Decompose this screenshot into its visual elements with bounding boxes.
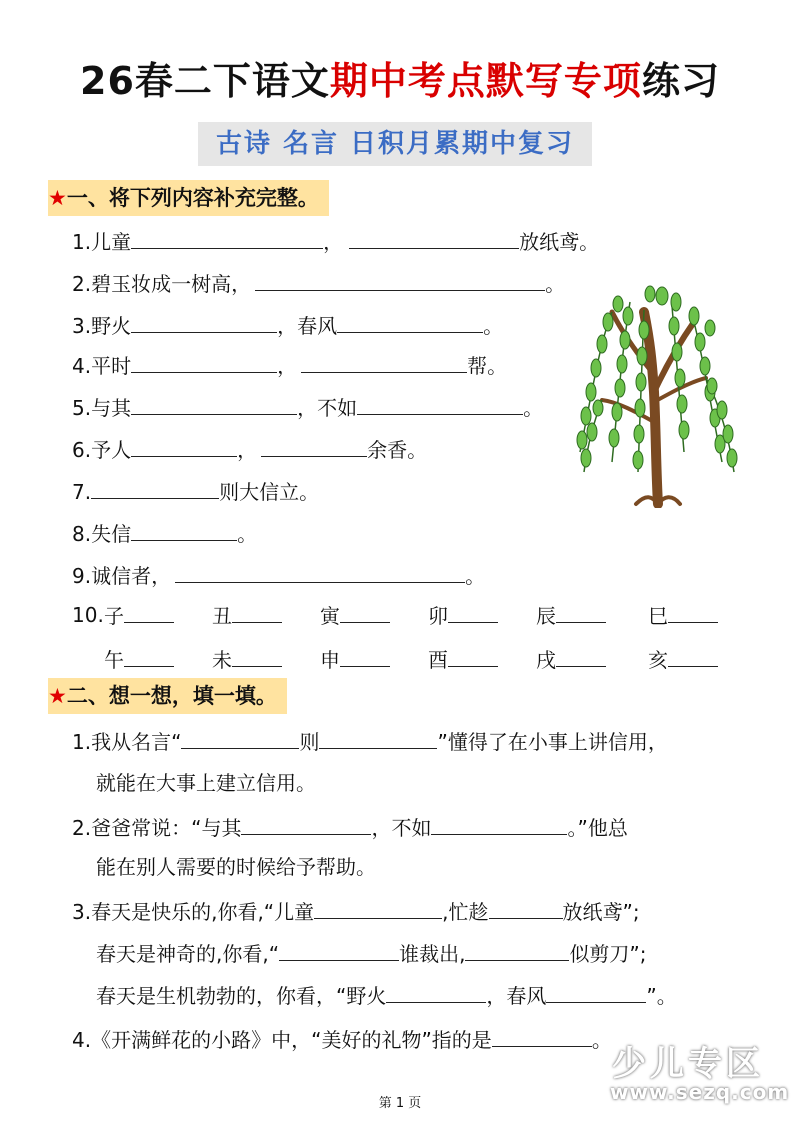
zodiac-char: 申 bbox=[320, 648, 340, 672]
item-1-prefix: 1.儿童 bbox=[72, 230, 132, 254]
item-2-suffix: 。 bbox=[545, 272, 566, 296]
willow-tree-icon bbox=[572, 282, 738, 508]
blank[interactable] bbox=[492, 1024, 592, 1047]
q4-suffix: 。 bbox=[591, 1028, 612, 1052]
question-3-line-1 bbox=[72, 896, 640, 927]
title-part-1: 26春二下语文 bbox=[80, 59, 330, 103]
fill-item-1 bbox=[72, 226, 599, 257]
item-8-prefix: 8.失信 bbox=[72, 522, 132, 546]
item-4-suffix: 帮。 bbox=[467, 354, 508, 378]
blank[interactable] bbox=[131, 350, 277, 373]
q1-suffix: ”懂得了在小事上讲信用， bbox=[437, 730, 668, 754]
zodiac-char: 亥 bbox=[648, 648, 668, 672]
fill-item-8 bbox=[72, 518, 257, 549]
item-3-mid: ，春风 bbox=[277, 314, 338, 338]
fill-item-9 bbox=[72, 560, 485, 591]
blank[interactable] bbox=[314, 896, 442, 919]
item-6-prefix: 6.予人 bbox=[72, 438, 132, 462]
blank[interactable] bbox=[261, 434, 367, 457]
watermark-url: www.sezq.com bbox=[610, 1080, 790, 1104]
q1-mid: 则 bbox=[299, 730, 320, 754]
item-8-suffix: 。 bbox=[237, 522, 258, 546]
item-6-mid: ， bbox=[237, 438, 258, 462]
q4-prefix: 4.《开满鲜花的小路》中，“美好的礼物”指的是 bbox=[72, 1028, 492, 1052]
blank[interactable] bbox=[349, 226, 519, 249]
zodiac-char: 未 bbox=[212, 648, 232, 672]
fill-item-5 bbox=[72, 392, 543, 423]
q3-line2-suffix: 似剪刀”; bbox=[569, 942, 647, 966]
q1-prefix: 1.我从名言“ bbox=[72, 730, 182, 754]
zodiac-char: 辰 bbox=[536, 604, 556, 628]
item-5-suffix: 。 bbox=[523, 396, 544, 420]
blank[interactable] bbox=[124, 644, 174, 667]
question-1-line-1 bbox=[72, 726, 668, 757]
star-icon: ★ bbox=[48, 186, 67, 210]
item-3-suffix: 。 bbox=[483, 314, 504, 338]
blank[interactable] bbox=[340, 600, 390, 623]
blank[interactable] bbox=[448, 600, 498, 623]
item-1-mid: ， bbox=[323, 230, 344, 254]
q2-suffix: 。”他总 bbox=[567, 816, 628, 840]
blank[interactable] bbox=[131, 310, 277, 333]
zodiac-char: 午 bbox=[104, 648, 124, 672]
q3-line1-suffix: 放纸鸢”; bbox=[562, 900, 640, 924]
page-title bbox=[0, 50, 800, 105]
q3-line2-prefix: 春天是神奇的,你看,“ bbox=[96, 942, 280, 966]
blank[interactable] bbox=[465, 938, 569, 961]
blank[interactable] bbox=[131, 392, 297, 415]
blank[interactable] bbox=[124, 600, 174, 623]
item-7-suffix: 则大信立。 bbox=[219, 480, 320, 504]
blank[interactable] bbox=[668, 600, 718, 623]
blank[interactable] bbox=[131, 518, 237, 541]
zodiac-char: 卯 bbox=[428, 604, 448, 628]
question-4 bbox=[72, 1024, 612, 1055]
blank[interactable] bbox=[232, 600, 282, 623]
blank[interactable] bbox=[431, 812, 567, 835]
blank[interactable] bbox=[91, 476, 219, 499]
zodiac-char: 子 bbox=[104, 604, 124, 628]
question-3-line-3 bbox=[96, 980, 677, 1011]
blank[interactable] bbox=[556, 600, 606, 623]
section-2-heading-text: 二、想一想，填一填。 bbox=[66, 684, 277, 708]
section-2-heading bbox=[48, 678, 287, 714]
blank[interactable] bbox=[232, 644, 282, 667]
q3-line3-suffix: ”。 bbox=[646, 984, 677, 1008]
star-icon: ★ bbox=[48, 684, 67, 708]
blank[interactable] bbox=[131, 226, 323, 249]
zodiac-label: 10. bbox=[72, 603, 104, 627]
blank[interactable] bbox=[546, 980, 646, 1003]
blank[interactable] bbox=[668, 644, 718, 667]
q2-prefix: 2.爸爸常说：“与其 bbox=[72, 816, 242, 840]
blank[interactable] bbox=[279, 938, 399, 961]
fill-item-2 bbox=[72, 268, 565, 299]
fill-item-3 bbox=[72, 310, 503, 341]
item-6-suffix: 余香。 bbox=[367, 438, 428, 462]
item-5-mid: ，不如 bbox=[297, 396, 358, 420]
zodiac-char: 酉 bbox=[428, 648, 448, 672]
blank[interactable] bbox=[255, 268, 545, 291]
zodiac-char: 巳 bbox=[648, 604, 668, 628]
fill-item-7 bbox=[72, 476, 319, 507]
page-number: 第 1 页 bbox=[378, 1096, 422, 1111]
fill-item-4 bbox=[72, 350, 507, 381]
blank[interactable] bbox=[357, 392, 523, 415]
blank[interactable] bbox=[181, 726, 299, 749]
item-4-prefix: 4.平时 bbox=[72, 354, 132, 378]
item-9-suffix: 。 bbox=[465, 564, 486, 588]
section-1-heading bbox=[48, 180, 329, 216]
blank[interactable] bbox=[175, 560, 465, 583]
subtitle-banner: 古诗 名言 日积月累期中复习 bbox=[198, 122, 592, 166]
blank[interactable] bbox=[319, 726, 437, 749]
question-2-line-1 bbox=[72, 812, 628, 843]
q3-line3-mid: ，春风 bbox=[486, 984, 547, 1008]
watermark-brand: 少儿专区 bbox=[612, 1044, 764, 1084]
item-3-prefix: 3.野火 bbox=[72, 314, 132, 338]
blank[interactable] bbox=[301, 350, 467, 373]
q3-line2-mid: 谁裁出, bbox=[399, 942, 466, 966]
item-1-suffix: 放纸鸢。 bbox=[519, 230, 600, 254]
title-part-2: 练习 bbox=[641, 59, 720, 103]
item-7-prefix: 7. bbox=[72, 480, 92, 504]
section-1-heading-text: 一、将下列内容补充完整。 bbox=[66, 186, 319, 210]
item-9-prefix: 9.诚信者， bbox=[72, 564, 172, 588]
blank[interactable] bbox=[241, 812, 371, 835]
blank[interactable] bbox=[489, 896, 563, 919]
blank[interactable] bbox=[448, 644, 498, 667]
fill-item-6 bbox=[72, 434, 427, 465]
q3-line1-prefix: 3.春天是快乐的,你看,“儿童 bbox=[72, 900, 315, 924]
blank[interactable] bbox=[386, 980, 486, 1003]
blank[interactable] bbox=[556, 644, 606, 667]
q3-line1-mid: ,忙趁 bbox=[442, 900, 489, 924]
question-1-line-2: 就能在大事上建立信用。 bbox=[96, 771, 316, 795]
zodiac-char: 寅 bbox=[320, 604, 340, 628]
zodiac-char: 戌 bbox=[536, 648, 556, 672]
blank[interactable] bbox=[337, 310, 483, 333]
title-part-red: 期中考点默写专项 bbox=[329, 59, 642, 103]
q3-line3-prefix: 春天是生机勃勃的，你看，“野火 bbox=[96, 984, 387, 1008]
blank[interactable] bbox=[340, 644, 390, 667]
item-4-mid: ， bbox=[277, 354, 298, 378]
question-2-line-2: 能在别人需要的时候给予帮助。 bbox=[96, 855, 376, 879]
blank[interactable] bbox=[131, 434, 237, 457]
q2-mid: ，不如 bbox=[371, 816, 432, 840]
zodiac-char: 丑 bbox=[212, 604, 232, 628]
question-3-line-2 bbox=[96, 938, 647, 969]
item-5-prefix: 5.与其 bbox=[72, 396, 132, 420]
item-2-prefix: 2.碧玉妆成一树高， bbox=[72, 272, 252, 296]
